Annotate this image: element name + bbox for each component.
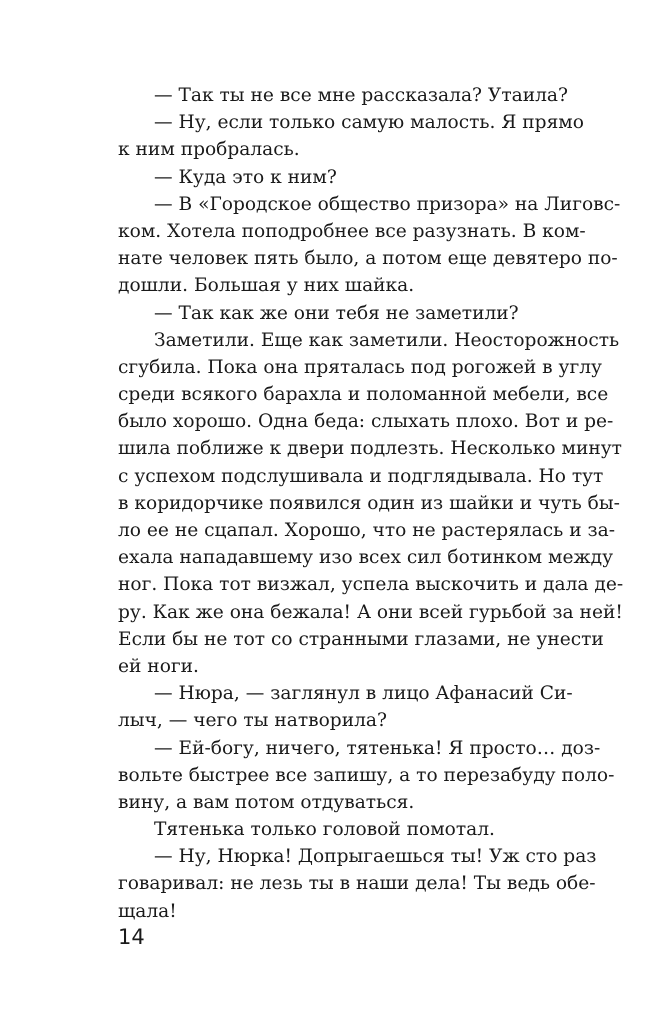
text-line: среди всякого барахла и поломанной мебели, все bbox=[118, 384, 609, 406]
text-line: ком. Хотела поподробнее все разузнать. В ком- bbox=[118, 220, 586, 242]
text-line: в коридорчике появился один из шайки и чуть бы- bbox=[118, 492, 620, 514]
text-line: ног. Пока тот визжал, успела выскочить и дала де- bbox=[118, 574, 624, 596]
text-line: дошли. Большая у них шайка. bbox=[118, 275, 415, 297]
text-line: — Так ты не все мне рассказала? Утаила? bbox=[154, 85, 568, 106]
text-line: — Ну, Нюрка! Допрыгаешься ты! Уж сто раз bbox=[154, 846, 597, 868]
text-line: нате человек пять было, а потом еще девятеро по- bbox=[118, 248, 618, 270]
text-line: ехала нападавшему изо всех сил ботинком между bbox=[118, 547, 614, 569]
text-line: — Куда это к ним? bbox=[154, 166, 337, 188]
page-number: 14 bbox=[118, 925, 145, 949]
text-line: Заметили. Еще как заметили. Неосторожность bbox=[154, 329, 620, 351]
text-line: вольте быстрее все запишу, а то перезабуду поло- bbox=[118, 764, 615, 786]
text-line: Тятенька только головой помотал. bbox=[154, 819, 495, 841]
text-line: ру. Как же она бежала! А они всей гурьбой за ней! bbox=[118, 601, 623, 623]
text-line: — Так как же они тебя не заметили? bbox=[154, 302, 519, 324]
text-line: — Ей-богу, ничего, тятенька! Я просто… доз- bbox=[154, 737, 601, 759]
text-line: вину, а вам потом отдуваться. bbox=[118, 791, 415, 813]
text-line: говаривал: не лезь ты в наши дела! Ты ведь обе- bbox=[118, 873, 596, 895]
text-line: щала! bbox=[118, 900, 177, 922]
text-line: ло ее не сцапал. Хорошо, что не растерялась и за- bbox=[118, 520, 616, 541]
text-line: лыч, — чего ты натворила? bbox=[118, 710, 387, 732]
text-line: — Нюра, — заглянул в лицо Афанасий Си- bbox=[154, 683, 573, 705]
text-line: с успехом подслушивала и подглядывала. Но тут bbox=[118, 465, 604, 487]
text-line: сгубила. Пока она пряталась под рогожей в углу bbox=[118, 356, 602, 378]
text-line: — Ну, если только самую малость. Я прямо bbox=[154, 112, 584, 134]
text-line: — В «Городское общество призора» на Лиговс- bbox=[154, 193, 621, 215]
text-line: к ним пробралась. bbox=[118, 139, 300, 161]
text-line: ей ноги. bbox=[118, 655, 199, 677]
text-line: Если бы не тот со странными глазами, не унести bbox=[118, 628, 604, 650]
text-line: было хорошо. Одна беда: слыхать плохо. Вот и ре- bbox=[118, 411, 614, 433]
page-text bbox=[118, 82, 624, 925]
text-line: шила поближе к двери подлезть. Несколько минут bbox=[118, 438, 622, 460]
